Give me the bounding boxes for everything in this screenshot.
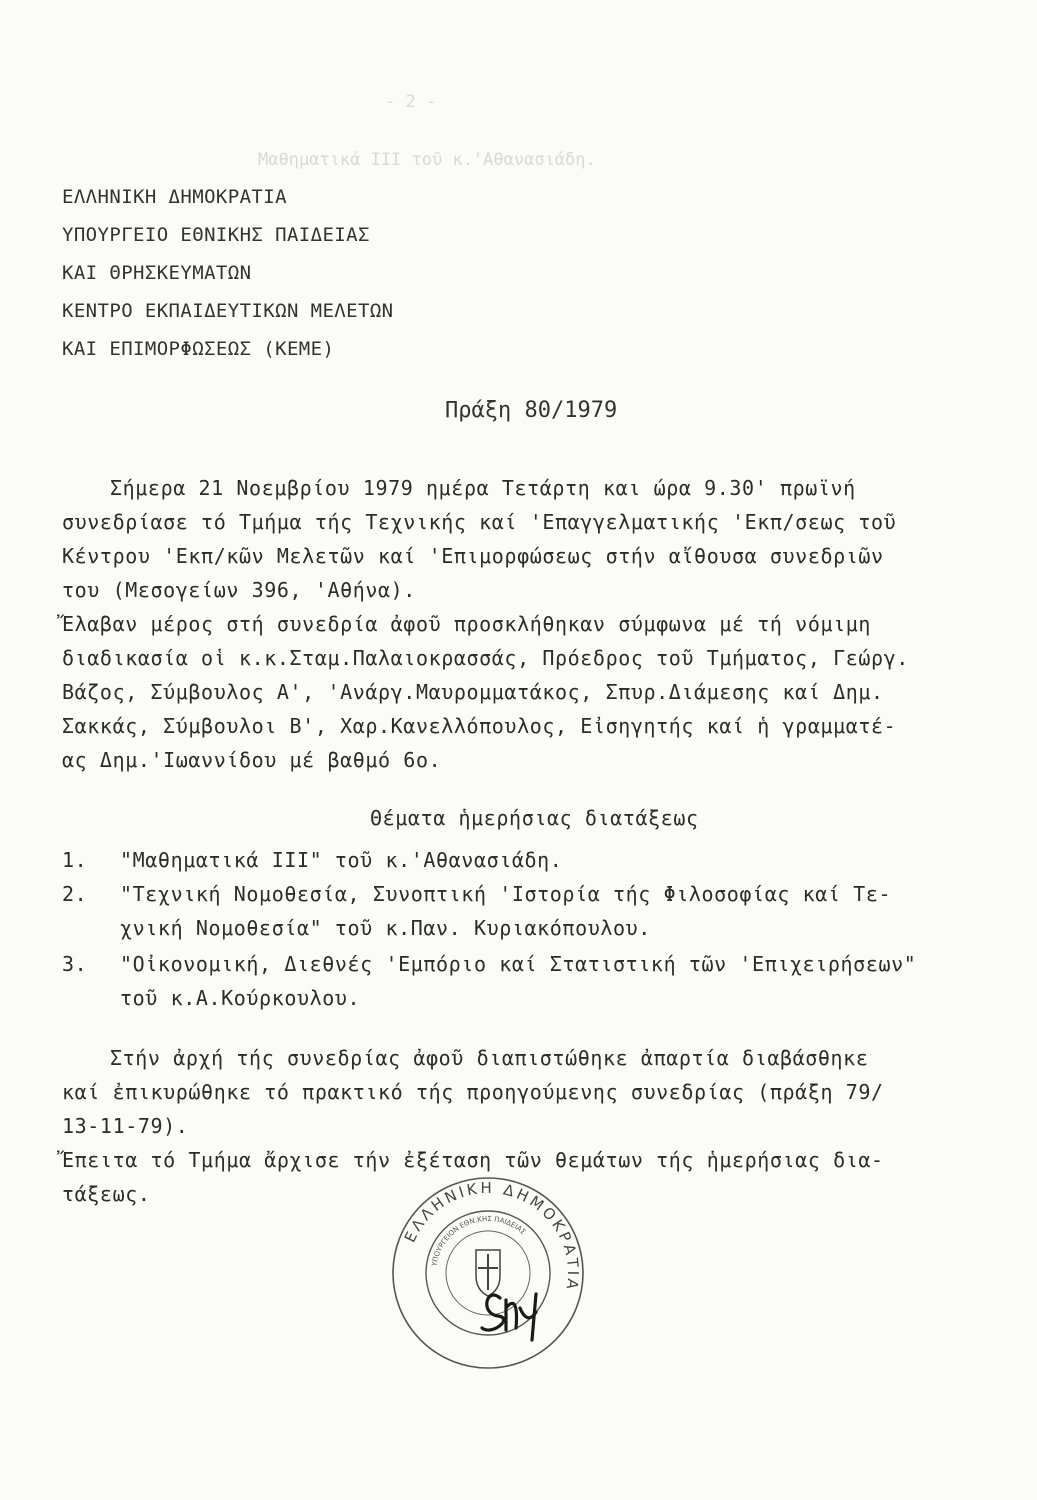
body-line: Σήμερα 21 Νοεμβρίου 1979 ημέρα Τετάρτη και ώρα 9.30' πρωϊνή [110,476,856,500]
bleed-page-number: - 2 - [385,92,437,112]
signature [482,1294,536,1340]
body-line: Ἔπειτα τό Τμήμα ἄρχισε τήν ἐξέταση τῶν θεμάτων τής ἡμερήσιας δια- [62,1148,884,1172]
body-line: συνεδρίασε τό Τμήμα τής Τεχνικής καί 'Επαγγελματικής 'Εκπ/σεως τοῦ [62,510,897,534]
agenda-item-text: "Μαθηματικά III" τοῦ κ.'Αθανασιάδη. [120,848,563,872]
letterhead-line: ΚΑΙ ΕΠΙΜΟΡΦΩΣΕΩΣ (ΚΕΜΕ) [62,338,335,360]
agenda-item-number: 3. [62,952,88,976]
body-line: Κέντρου 'Εκπ/κῶν Μελετῶν καί 'Επιμορφώσεως στήν αἴθουσα συνεδριῶν [62,544,884,568]
agenda-item [62,848,562,872]
bleed-line: Μαθηματικά III τοῦ κ.'Αθανασιάδη. [258,150,596,170]
body-line: Βάζος, Σύμβουλος Α', 'Ανάργ.Μαυρομματάκος, Σπυρ.Διάμεσης καί Δημ. [62,680,884,704]
agenda-title: Θέματα ἡμερήσιας διατάξεως [370,806,699,830]
agenda-item-number: 2. [62,882,88,906]
body-line: ας Δημ.'Ιωαννίδου μέ βαθμό 6ο. [62,748,442,772]
agenda-item [62,882,891,906]
letterhead-line: ΚΑΙ ΘΡΗΣΚΕΥΜΑΤΩΝ [62,262,252,284]
body-line: 13-11-79). [62,1114,189,1138]
body-line: καί ἐπικυρώθηκε τό πρακτικό τής προηγούμενης συνεδρίας (πράξη 79/ [62,1080,884,1104]
body-line: τάξεως. [62,1182,151,1206]
body-line: του (Μεσογείων 396, 'Αθήνα). [62,578,416,602]
body-line: Στήν ἀρχή τής συνεδρίας ἀφοῦ διαπιστώθηκε ἀπαρτία διαβάσθηκε [110,1046,869,1070]
agenda-item-text: "Οἰκονομική, Διεθνές 'Εμπόριο καί Στατιστική τῶν 'Επιχειρήσεων" [120,952,917,976]
letterhead-line: ΕΛΛΗΝΙΚΗ ΔΗΜΟΚΡΑΤΙΑ [62,186,287,208]
act-title: Πράξη 80/1979 [445,398,618,423]
letterhead [62,178,394,368]
stamp-inner-text: ΥΠΟΥΡΓΕΙΟΝ ΕΘΝ.ΚΗΣ ΠΑΙΔΕΙΑΣ [430,1214,528,1267]
agenda-item-number: 1. [62,848,88,872]
body-line: διαδικασία οἱ κ.κ.Σταμ.Παλαιοκρασσάς, Πρόεδρος τοῦ Τμήματος, Γεώργ. [62,646,909,670]
agenda-item-continuation: χνική Νομοθεσία" τοῦ κ.Παν. Κυριακόπουλου. [120,916,651,940]
body-line: Σακκάς, Σύμβουλοι Β', Χαρ.Κανελλόπουλος, Εἰσηγητής καί ἡ γραμματέ- [62,714,897,738]
letterhead-line: ΚΕΝΤΡΟ ΕΚΠΑΙΔΕΥΤΙΚΩΝ ΜΕΛΕΤΩΝ [62,300,394,322]
stamp-outer-text: ΕΛΛΗΝΙΚΗ ΔΗΜΟΚΡΑΤΙΑ [400,1178,583,1294]
body-line: Ἔλαβαν μέρος στή συνεδρία ἀφοῦ προσκλήθηκαν σύμφωνα μέ τή νόμιμη [62,612,872,636]
letterhead-line: ΥΠΟΥΡΓΕΙΟ ΕΘΝΙΚΗΣ ΠΑΙΔΕΙΑΣ [62,224,370,246]
agenda-item [62,952,916,976]
agenda-item-continuation: τοῦ κ.Α.Κούρκουλου. [120,986,361,1010]
official-stamp [388,1168,588,1378]
agenda-item-text: "Τεχνική Νομοθεσία, Συνοπτική 'Ιστορία τής Φιλοσοφίας καί Τε- [120,882,892,906]
